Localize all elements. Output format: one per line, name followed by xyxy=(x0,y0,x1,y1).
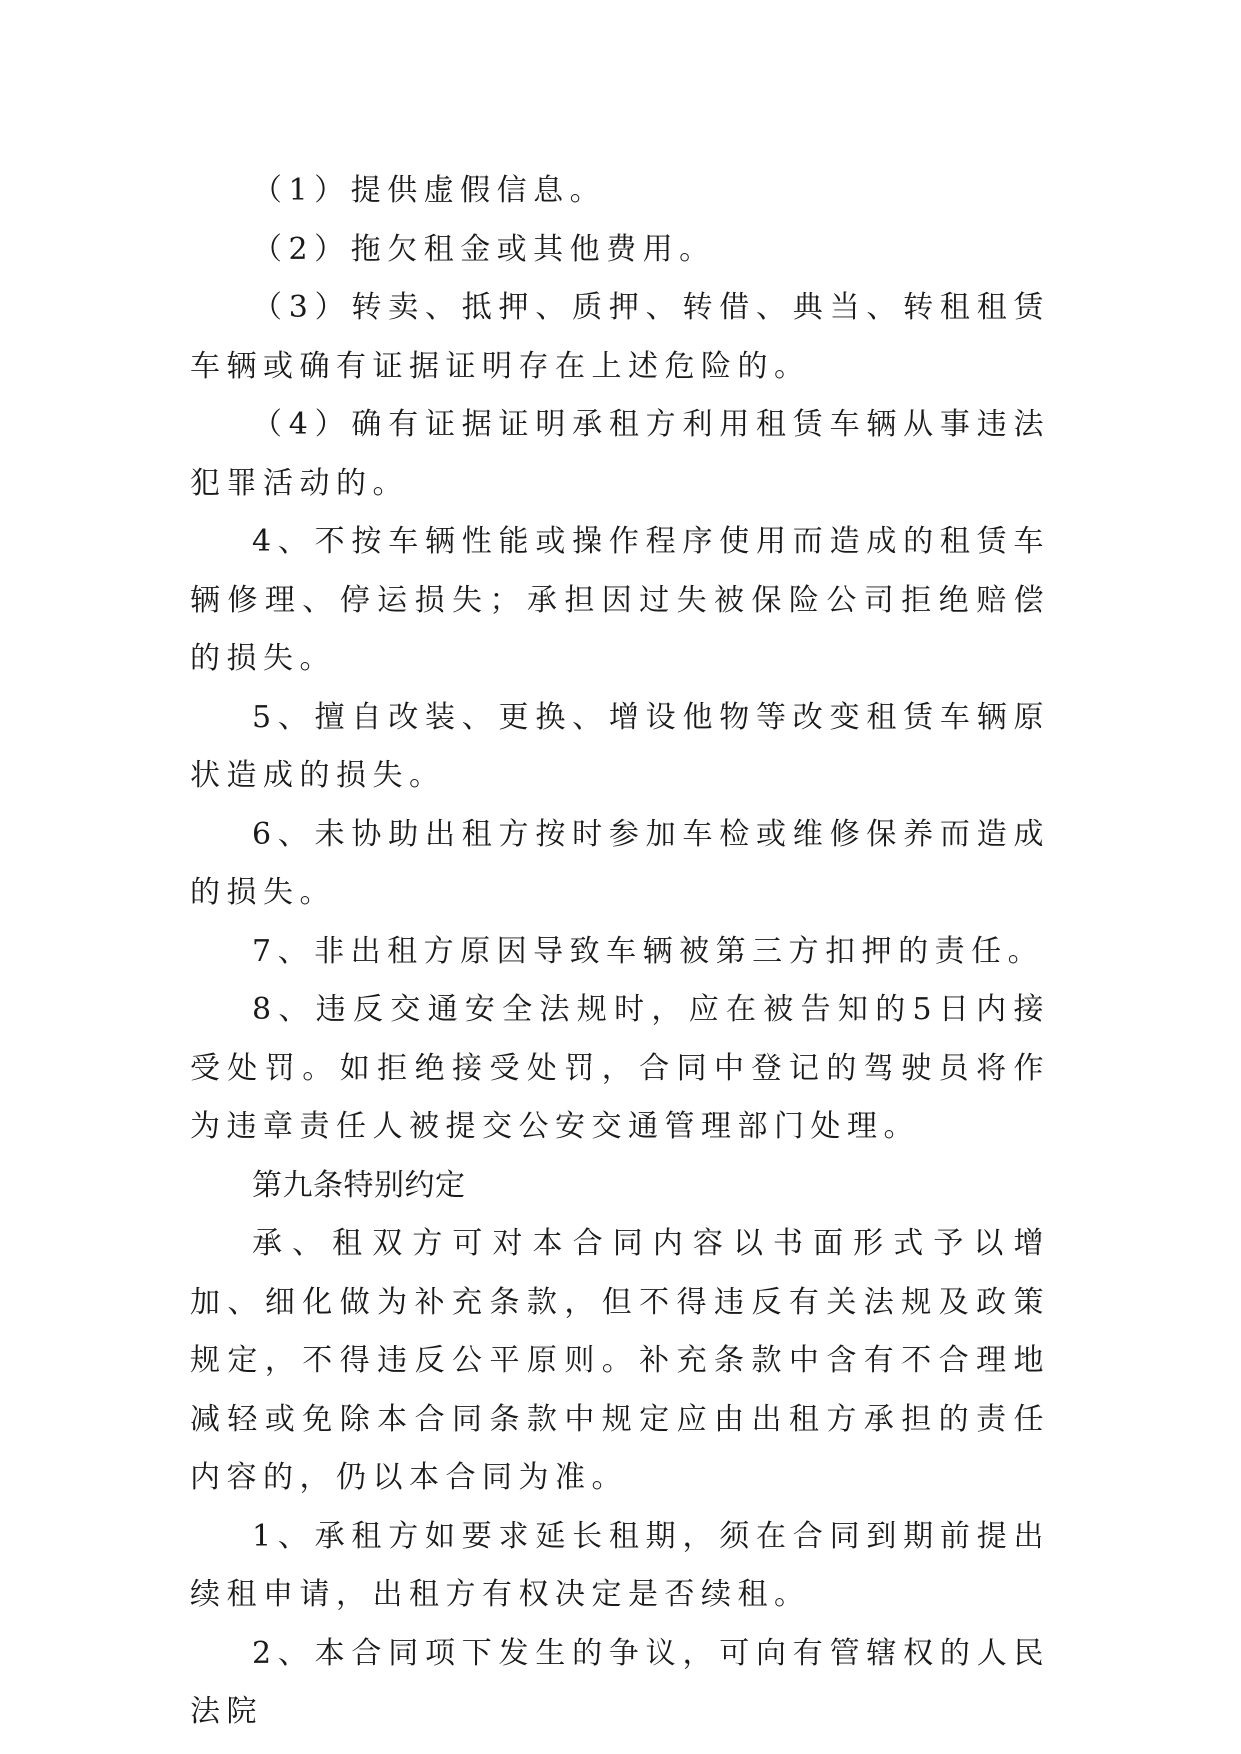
clause-4: 4、不按车辆性能或操作程序使用而造成的租赁车辆修理、停运损失；承担因过失被保险公司拒绝赔偿的损失。 xyxy=(190,524,1050,676)
clause-item-1: （1）提供虚假信息。 xyxy=(252,173,607,208)
clause-5: 5、擅自改装、更换、增设他物等改变租赁车辆原状造成的损失。 xyxy=(190,699,1050,793)
special-clause-2: 2、本合同项下发生的争议，可向有管辖权的人民法院 xyxy=(190,1635,1050,1729)
clause-item-4: （4）确有证据证明承租方利用租赁车辆从事违法犯罪活动的。 xyxy=(190,407,1050,501)
clause-6: 6、未协助出租方按时参加车检或维修保养而造成的损失。 xyxy=(190,816,1050,910)
special-clause-1: 1、承租方如要求延长租期，须在合同到期前提出续租申请，出租方有权决定是否续租。 xyxy=(190,1518,1050,1612)
contract-body xyxy=(190,162,1050,1742)
clause-8: 8、违反交通安全法规时，应在被告知的5日内接受处罚。如拒绝接受处罚，合同中登记的驾驶员将作为违章责任人被提交公安交通管理部门处理。 xyxy=(190,992,1050,1144)
section-heading-article-9: 第九条特别约定 xyxy=(252,1167,466,1203)
clause-item-2: （2）拖欠租金或其他费用。 xyxy=(252,231,716,267)
special-agreement-text: 承、租双方可对本合同内容以书面形式予以增加、细化做为补充条款，但不得违反有关法规及政策规定，不得违反公平原则。补充条款中含有不合理地减轻或免除本合同条款中规定应由出租方承担的责任内容的，仍以本合同为准。 xyxy=(190,1226,1050,1495)
clause-7: 7、非出租方原因导致车辆被第三方扣押的责任。 xyxy=(252,933,1045,969)
clause-item-3: （3）转卖、抵押、质押、转借、典当、转租租赁车辆或确有证据证明存在上述危险的。 xyxy=(190,290,1050,384)
